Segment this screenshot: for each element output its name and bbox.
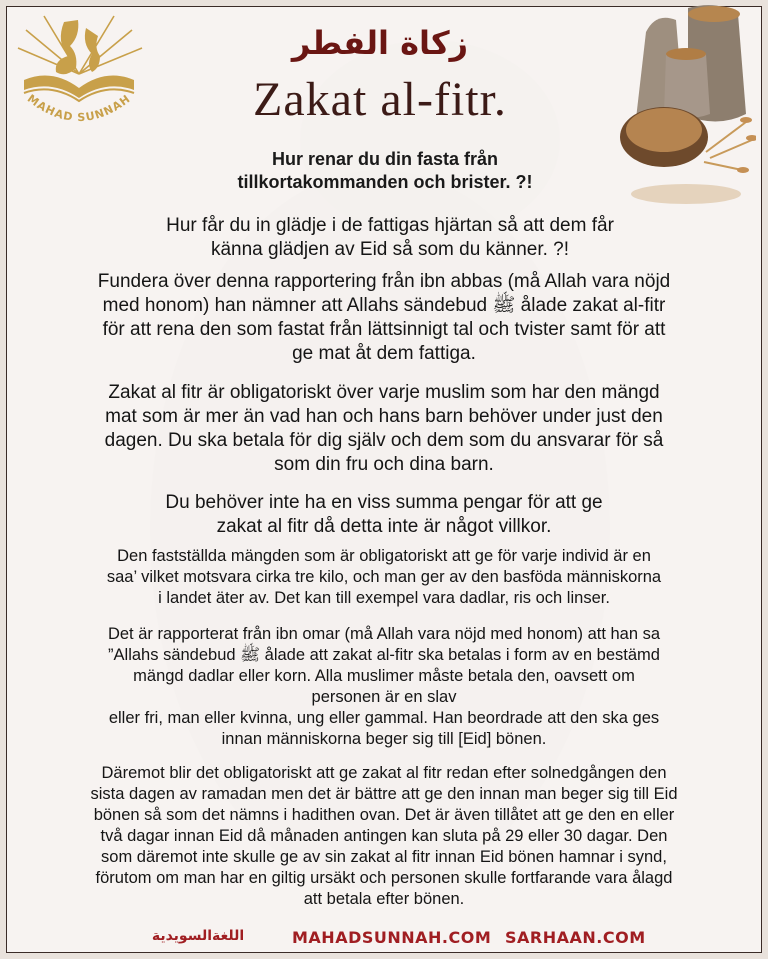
paragraph: Fundera över denna rapportering från ibn abbas (må Allah vara nöjd med honom) han nämner att Allahs sändebud ﷺ ålade zakat al-fitr för att rena den som fastat från lättsinnigt tal och tvister samt för att ge mat åt dem fattiga.: [97, 271, 671, 364]
title-arabic: زكاة الفطر: [291, 24, 469, 62]
logo-text: MAHAD SUNNAH: [24, 92, 134, 125]
paragraph: Hur får du in glädje i de fattigas hjärtan så att dem får känna glädjen av Eid så som du känner. ?!: [166, 215, 614, 260]
subtitle: Hur renar du din fasta från tillkortakommanden och brister. ?!: [237, 149, 533, 192]
paragraph: Du behöver inte ha en viss summa pengar för att ge zakat al fitr då detta inte är något villkor.: [165, 492, 603, 537]
mahad-sunnah-logo: [4, 8, 154, 138]
website-link-mahadsunnah[interactable]: MAHADSUNNAH.COM: [292, 928, 492, 947]
website-link-sarhaan[interactable]: SARHAAN.COM: [505, 928, 646, 947]
paragraph: Däremot blir det obligatoriskt att ge zakat al fitr redan efter solnedgången den sista dagen av ramadan men det är bättre att ge den innan man beger sig till Eid bönen så som det nämns i hadithen ovan. Det är även tillåtet att ge den en eller två dagar innan Eid då månaden antingen kan sluta på 29 eller 30 dagar. Den som däremot inte skulle ge av sin zakat al fitr innan Eid bönen hamnar i synd, förutom om man har en giltig ursäkt och personen skulle fortfarande vara ålagd att betala efter bönen.: [90, 764, 678, 908]
language-label: اللغةالسويدية: [151, 928, 245, 944]
paragraph: Det är rapporterat från ibn omar (må Allah vara nöjd med honom) att han sa ”Allahs sändebud ﷺ ålade att zakat al-fitr ska betalas i form av en bestämd mängd dadlar eller korn. Alla muslimer måste betala den, oavsett om personen är en slav eller fri, man eller kvinna, ung eller gammal. Han beordrade att den ska ges innan människorna beger sig till [Eid] bönen.: [107, 625, 661, 748]
page-title: Zakat al-fitr.: [253, 73, 507, 126]
paragraph: Zakat al fitr är obligatoriskt över varje muslim som har den mängd mat som är mer än vad han och hans barn behöver under just den dagen. Du ska betala för dig själv och dem som du ansvarar för så som din fru och dina barn.: [104, 382, 664, 475]
grain-sacks-image: [606, 2, 756, 217]
paragraph: Den fastställda mängden som är obligatoriskt att ge för varje individ är en saa’ vilket motsvara cirka tre kilo, och man ger av den basföda människorna i landet äter av. Det kan till exempel vara dadlar, ris och linser.: [106, 547, 662, 607]
